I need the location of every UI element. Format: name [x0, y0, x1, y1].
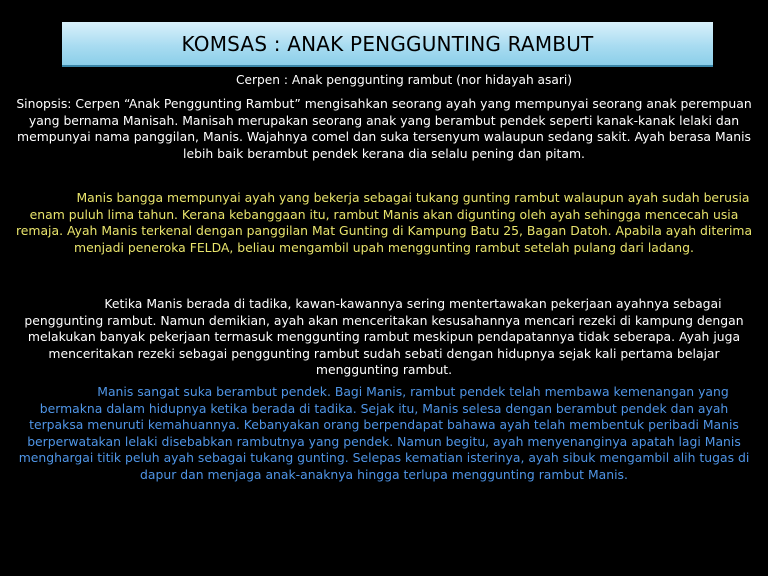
paragraph-2: [12, 190, 756, 256]
title-banner: [62, 22, 713, 67]
paragraph-4: [12, 384, 756, 484]
paragraph-text: Ketika Manis berada di tadika, kawan-kawannya sering mentertawakan pekerjaan ayahnya sebagai penggunting rambut. Namun demikian, ayah akan menceritakan kesusahannya mencari rezeki di kampung dengan melakukan banyak pekerjaan termasuk menggunting rambut meskipun pendapatannya tidak seberapa. Ayah juga menceritakan rezeki sebagai penggunting rambut sudah sebati dengan hidupnya sejak kali pertama belajar menggunting rambut.: [24, 296, 744, 378]
subtitle: Cerpen : Anak penggunting rambut (nor hidayah asari): [236, 73, 572, 87]
paragraph-3: [12, 296, 756, 379]
synopsis-paragraph: [12, 96, 756, 162]
paragraph-text: Sinopsis: Cerpen “Anak Penggunting Rambut” mengisahkan seorang ayah yang mempunyai seorang anak perempuan yang bernama Manisah. Manisah merupakan seorang anak yang berambut pendek seperti kanak-kanak lelaki dan mempunyai nama panggilan, Manis. Wajahnya comel dan suka tersenyum walaupun sedang sakit. Ayah berasa Manis lebih baik berambut pendek kerana dia selalu pening dan pitam.: [16, 96, 752, 161]
paragraph-text: Manis sangat suka berambut pendek. Bagi Manis, rambut pendek telah membawa kemenangan yang bermakna dalam hidupnya ketika berada di tadika. Sejak itu, Manis selesa dengan berambut pendek dan ayah terpaksa menuruti kemahuannya. Kebanyakan orang berpendapat bahawa ayah telah membentuk peribadi Manis berperwatakan lelaki disebabkan rambutnya yang pendek. Namun begitu, ayah menyenanginya apatah lagi Manis menghargai titik peluh ayah sebagai tukang gunting. Selepas kematian isterinya, ayah sibuk mengambil alih tugas di dapur dan menjaga anak-anaknya hingga terlupa menggunting rambut Manis.: [18, 384, 750, 482]
paragraph-text: Manis bangga mempunyai ayah yang bekerja sebagai tukang gunting rambut walaupun ayah sudah berusia enam puluh lima tahun. Kerana kebanggaan itu, rambut Manis akan digunting oleh ayah sehingga mencecah usia remaja. Ayah Manis terkenal dengan panggilan Mat Gunting di Kampung Batu 25, Bagan Datoh. Apabila ayah diterima menjadi peneroka FELDA, beliau mengambil upah menggunting rambut setelah pulang dari ladang.: [15, 190, 753, 255]
slide-title: KOMSAS : ANAK PENGGUNTING RAMBUT: [181, 31, 594, 56]
